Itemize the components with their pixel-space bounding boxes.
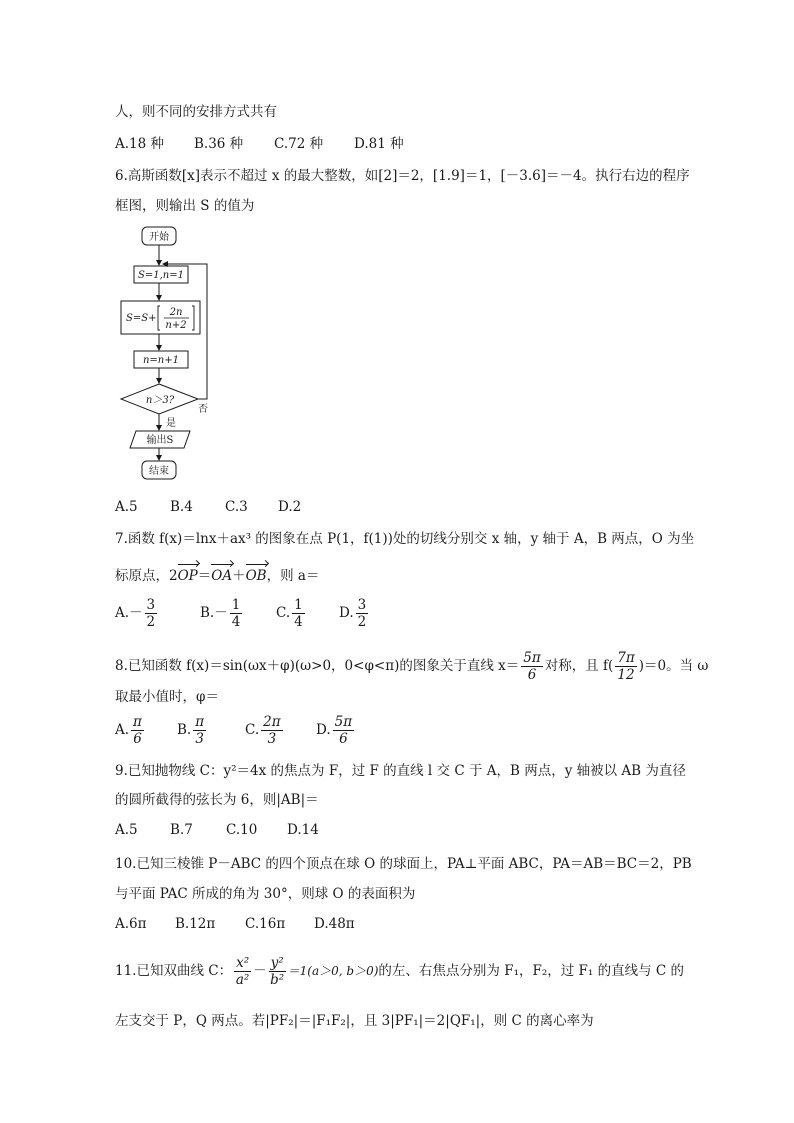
q7-vector-oa: OA — [211, 568, 233, 584]
q8-line1-post: )＝0。当 ω — [638, 658, 709, 674]
q7-option-a: A.－ $\frac{3}{2}$ — [115, 597, 156, 630]
q7-vector-ob: OB — [245, 568, 267, 584]
q6-option-a: A.5 — [115, 499, 138, 515]
q11-line1-pre: 11.已知双曲线 C： — [115, 963, 233, 979]
q7-option-b: B.－ $\frac{1}{4}$ — [200, 597, 241, 630]
q5-option-a: A.18 种 — [115, 136, 165, 152]
flow-update-num: 2n — [169, 307, 183, 318]
q6-options — [115, 498, 301, 516]
q10-option-b: B.12π — [175, 916, 216, 932]
q11-frac-y2-b2: $\frac{\text{y²}}{\text{b²}}$ — [270, 955, 285, 988]
flow-init-text: S=1,n=1 — [138, 270, 184, 281]
q9-option-a: A.5 — [115, 822, 138, 838]
q7-plus: ＋ — [232, 568, 246, 584]
flow-output-text: 输出S — [146, 435, 174, 446]
q5-option-c: C.72 种 — [274, 136, 324, 152]
flow-incr-text: n=n+1 — [142, 355, 180, 366]
flow-update-den: n+2 — [165, 320, 187, 331]
q10-options — [115, 915, 355, 933]
q6-option-b: B.4 — [170, 499, 193, 515]
q10-option-d: D.48π — [314, 916, 355, 932]
flow-cond-text: n＞3? — [145, 395, 175, 406]
flow-end-text: 结束 — [149, 466, 169, 477]
q8-stem-line1 — [115, 650, 708, 683]
q8-option-c: C. $\frac{2\pi}{3}$ — [245, 714, 281, 747]
q10-stem-line2: 与平面 PAC 所成的角为 30°，则球 O 的表面积为 — [115, 886, 416, 902]
q8-option-d: D. $\frac{5\pi}{6}$ — [316, 714, 353, 747]
q6-flowchart — [118, 222, 228, 484]
q8-frac-7pi-12: $\frac{7\pi}{12}$ — [617, 650, 635, 683]
q11-minus: － — [253, 963, 267, 979]
q8-option-b: B. $\frac{\pi}{3}$ — [177, 714, 205, 747]
q7-option-d: D. $\frac{3}{2}$ — [339, 597, 367, 630]
q8-stem-line2: 取最小值时，φ＝ — [115, 689, 219, 705]
q7-vector-op: OP — [177, 568, 198, 584]
q9-stem-line2: 的圆所截得的弦长为 6，则|AB|＝ — [115, 792, 319, 808]
q6-option-c: C.3 — [225, 499, 248, 515]
q5-option-b: B.36 种 — [194, 136, 244, 152]
q6-stem-line1: 6.高斯函数[x]表示不超过 x 的最大整数，如[2]＝2，[1.9]＝1，[－3.6]＝－4。执行右边的程序 — [115, 168, 690, 184]
flow-start-text: 开始 — [149, 232, 169, 243]
q8-options — [115, 714, 356, 747]
q8-frac-5pi-6: $\frac{5\pi}{6}$ — [523, 650, 541, 683]
q11-frac-x2-a2: $\frac{\text{x²}}{\text{a²}}$ — [235, 955, 250, 988]
q7-eq: ＝ — [197, 568, 212, 584]
q5-tail: 人，则不同的安排方式共有 — [115, 104, 277, 120]
q10-option-c: C.16π — [245, 916, 286, 932]
q7-options — [115, 597, 370, 630]
q5-option-d: D.81 种 — [354, 136, 404, 152]
q9-options — [115, 821, 319, 839]
flow-no-label: 否 — [198, 404, 208, 415]
q8-option-a: A. $\frac{\pi}{6}$ — [115, 714, 142, 747]
q6-stem-line2: 框图，则输出 S 的值为 — [115, 198, 255, 214]
q7-stem-line1: 7.函数 f(x)＝lnx＋ax³ 的图象在点 P(1，f(1))处的切线分别交 x 轴，y 轴于 A，B 两点，O 为坐 — [115, 531, 695, 547]
q7-option-c: C. $\frac{1}{4}$ — [276, 597, 303, 630]
q9-option-c: C.10 — [226, 822, 258, 838]
q7-coef: 2 — [169, 568, 178, 584]
q7-line2-post: ，则 a＝ — [266, 568, 320, 584]
q11-eq: ＝1(a＞0, b＞0) — [287, 964, 379, 978]
q8-line1-mid: 对称，且 f( — [544, 658, 614, 674]
q7-stem-line2 — [115, 567, 319, 585]
q5-options — [115, 135, 404, 153]
q7-line2-pre: 标原点， — [115, 568, 169, 584]
flow-update-prefix: S=S+ — [126, 313, 157, 324]
q11-stem-line1 — [115, 955, 684, 988]
q11-line1-post: 的左、右焦点分别为 F₁，F₂，过 F₁ 的直线与 C 的 — [378, 963, 685, 979]
q10-stem-line1: 10.已知三棱锥 P－ABC 的四个顶点在球 O 的球面上，PA⊥平面 ABC，PA＝AB＝BC＝2，PB — [115, 856, 692, 872]
q9-stem-line1: 9.已知抛物线 C：y²＝4x 的焦点为 F，过 F 的直线 l 交 C 于 A，B 两点，y 轴被以 AB 为直径 — [115, 763, 686, 779]
q8-line1-pre: 8.已知函数 f(x)＝sin(ωx＋φ)(ω>0，0<φ<π)的图象关于直线 x＝ — [115, 658, 520, 674]
q10-option-a: A.6π — [115, 916, 147, 932]
q9-option-d: D.14 — [287, 822, 319, 838]
q11-stem-line2: 左支交于 P，Q 两点。若|PF₂|＝|F₁F₂|，且 3|PF₁|＝2|QF₁|，则 C 的离心率为 — [115, 1013, 594, 1029]
q9-option-b: B.7 — [170, 822, 193, 838]
flow-yes-label: 是 — [166, 418, 176, 429]
q6-option-d: D.2 — [278, 499, 302, 515]
